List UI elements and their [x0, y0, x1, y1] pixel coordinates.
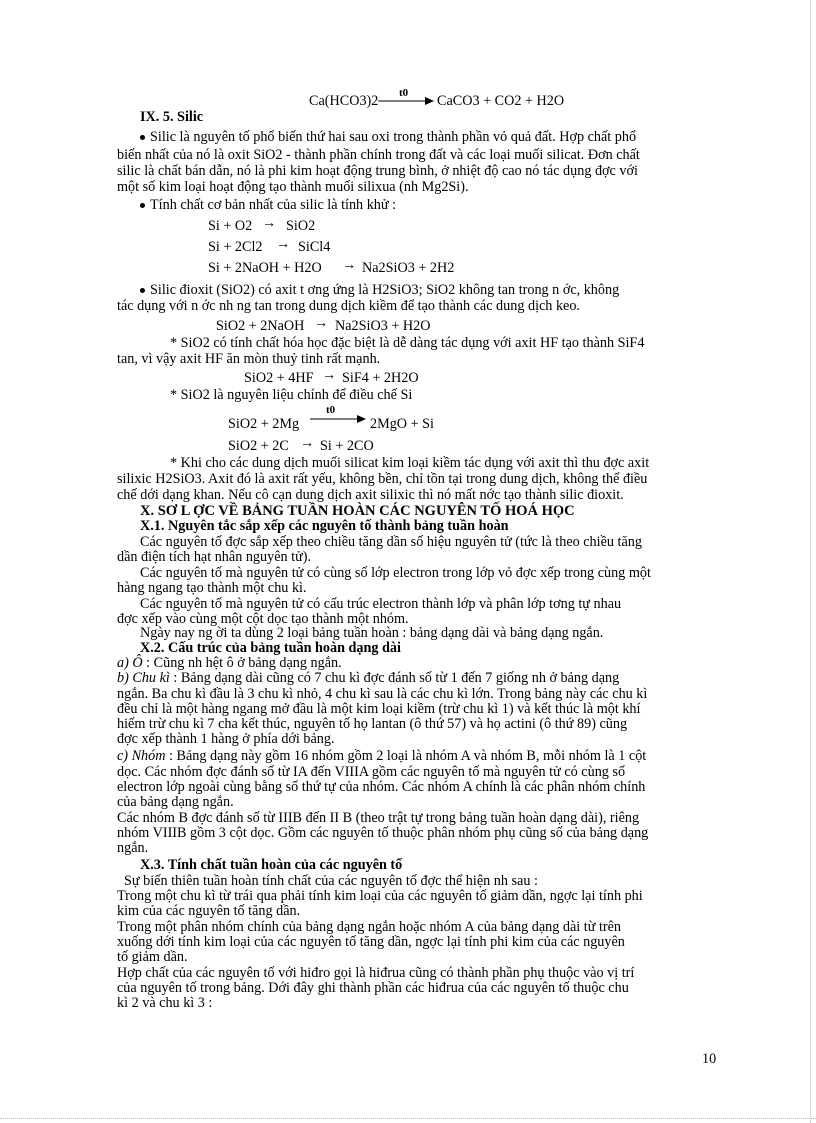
bullet-icon — [140, 203, 145, 208]
reaction-arrow-icon — [310, 414, 366, 424]
paragraph-line: tố giảm dần. — [117, 949, 188, 965]
equation-left: SiO2 + 2Mg — [228, 416, 300, 432]
equation-left: Si + 2Cl2 — [208, 239, 263, 255]
paragraph-line: ngắn. Ba chu kì đầu là 3 chu kì nhỏ, 4 chu kì sau là các chu kì lớn. Trong bảng này các chu kì — [117, 686, 648, 702]
equation-left: Ca(HCO3)2 — [309, 93, 379, 109]
paragraph-line: của nguyên tố trong bảng. Dới đây ghi thành phần các hiđrua của các nguyên tố thuộc chu — [117, 980, 629, 996]
arrow-icon: → — [322, 367, 337, 383]
item-label: b) Chu kì — [117, 670, 170, 686]
paragraph-line: silixic H2SiO3. Axit đó là axit rất yếu, không bền, chỉ tồn tại trong dung dịch, không thể điều — [117, 471, 648, 487]
paragraph-line: chế dới dạng khan. Nếu cô cạn dung dịch axit silixic thì nó mất nớc tạo thành silic đioxit. — [117, 487, 624, 503]
paragraph-line: Các nguyên tố mà nguyên tử có cấu trúc electron thành lớp và phân lớp tơng tự nhau — [140, 596, 622, 612]
chapter-title: X. SƠ L ỢC VỀ BẢNG TUẦN HOÀN CÁC NGUYÊN TỐ HOÁ HỌC — [140, 503, 575, 519]
paragraph-line: * Khi cho các dung dịch muối silicat kim loại kiềm tác dụng với axit thì thu đợc axit — [170, 455, 650, 471]
paragraph-line — [117, 749, 646, 764]
equation-right: Na2SiO3 + 2H2 — [362, 260, 455, 276]
paragraph-line — [140, 283, 619, 298]
paragraph-line: Trong một phân nhóm chính của bảng dạng ngắn hoặc nhóm A của bảng dạng dài từ trên — [117, 919, 622, 935]
paragraph-line: đợc xếp thành 1 hàng ở phía dới bảng. — [117, 731, 335, 747]
paragraph-line: * SiO2 là nguyên liệu chính để điều chế Si — [170, 387, 413, 403]
arrow-icon: → — [262, 215, 277, 231]
section-title-silic: IX. 5. Silic — [140, 109, 204, 125]
paragraph-line: * SiO2 có tính chất hóa học đặc biệt là dễ dàng tác dụng với axit HF tạo thành SiF4 — [170, 335, 645, 351]
paragraph-line — [117, 656, 342, 671]
paragraph-line: một số kim loại hoạt động tạo thành muối silixua (nh Mg2Si). — [117, 179, 469, 195]
equation-right: SiCl4 — [298, 239, 331, 255]
text: : Bảng dạng dài cũng có 7 chu kì đợc đánh số từ 1 đến 7 giống nh ở bảng dạng — [169, 670, 620, 686]
paragraph-line: hàng ngang tạo thành một chu kì. — [117, 580, 307, 596]
equation-right: CaCO3 + CO2 + H2O — [437, 93, 565, 109]
arrow-icon: → — [314, 315, 329, 331]
equation-left: Si + O2 — [208, 218, 253, 234]
equation-right: SiF4 + 2H2O — [342, 370, 419, 386]
equation-right: 2MgO + Si — [370, 416, 434, 432]
page-number: 10 — [702, 1051, 717, 1067]
bullet-icon — [140, 288, 145, 293]
equation-right: Si + 2CO — [320, 438, 374, 454]
item-label: c) Nhóm — [117, 748, 166, 764]
paragraph-line: xuống dới tính kim loại của các nguyên tố tăng dần, ngợc lại tính phi kim của các nguyên — [117, 934, 625, 950]
paragraph-line: Các nhóm B đợc đánh số từ IIIB đến II B (theo trật tự trong bảng tuần hoàn dạng dài), riêng — [117, 810, 640, 826]
paragraph-line: Trong một chu kì từ trái qua phải tính kim loại của các nguyên tố giảm dần, ngợc lại tính phi — [117, 888, 643, 904]
equation-calcium-bicarbonate — [309, 94, 378, 109]
arrow-icon: → — [276, 236, 291, 252]
reaction-condition: t0 — [326, 404, 336, 416]
reaction-condition: t0 — [399, 87, 409, 99]
subsection-title: X.1. Nguyên tắc sắp xếp các nguyên tố thành bảng tuần hoàn — [140, 518, 509, 534]
paragraph-line: hiếm trừ chu kì 7 cha kết thúc, nguyên tố họ lantan (ô thứ 57) và họ actini (ô thứ 89) cũng — [117, 716, 628, 732]
paragraph-line: electron lớp ngoài cùng bằng số thứ tự của nhóm. Các nhóm A chính là các phân nhóm chính — [117, 779, 646, 795]
paragraph-line: tan, vì vậy axit HF ăn mòn thuỷ tinh rất mạnh. — [117, 351, 381, 367]
text: Silic đioxit (SiO2) có axit t ơng ứng là H2SiO3; SiO2 không tan trong n ớc, không — [150, 282, 620, 298]
paragraph-line — [140, 198, 396, 213]
text: : Cũng nh hệt ô ở bảng dạng ngắn. — [142, 655, 342, 671]
page-border-right — [810, 0, 811, 1123]
reaction-arrow-icon — [378, 96, 434, 106]
equation-left: SiO2 + 4HF — [244, 370, 314, 386]
equation-right: Na2SiO3 + H2O — [335, 318, 431, 334]
paragraph-line: silic là chất bán dẫn, nó là phi kim hoạt động trung bình, ở nhiệt độ cao nó tác dụng đợc với — [117, 163, 638, 179]
paragraph-line: kì 2 và chu kì 3 : — [117, 995, 213, 1011]
paragraph-line: tác dụng với n ớc nh ng tan trong dung dịch kiềm để tạo thành các dung dịch keo. — [117, 298, 580, 314]
paragraph-line: biến nhất của nó là oxit SiO2 - thành phần chính trong đất và các loại muối silicat. Đơn chất — [117, 147, 640, 163]
paragraph-line: Sự biến thiên tuần hoàn tính chất của các nguyên tố đợc thể hiện nh sau : — [124, 873, 538, 889]
paragraph-line: Các nguyên tố đợc sắp xếp theo chiều tăng dần số hiệu nguyên tử (tức là theo chiều tăng — [140, 534, 642, 550]
equation-left: Si + 2NaOH + H2O — [208, 260, 322, 276]
arrow-icon: → — [342, 257, 357, 273]
paragraph-line: đều chỉ là một hàng ngang mở đầu là một kim loại kiềm (trừ chu kì 1) và kết thúc là một khí — [117, 701, 641, 717]
text: Tính chất cơ bản nhất của silic là tính khử : — [150, 197, 397, 213]
text: : Bảng dạng này gồm 16 nhóm gồm 2 loại là nhóm A và nhóm B, mỗi nhóm là 1 cột — [165, 748, 647, 764]
paragraph-line: nhóm VIIIB gồm 3 cột dọc. Gồm các nguyên tố thuộc phân nhóm phụ cũng số của bảng dạng — [117, 825, 649, 841]
paragraph-line: Hợp chất của các nguyên tố với hiđro gọi là hiđrua cũng có thành phần phụ thuộc vào vị trí — [117, 965, 635, 981]
item-label: a) Ô — [117, 655, 143, 671]
paragraph-line: ngắn. — [117, 840, 149, 856]
arrow-icon: → — [300, 435, 315, 451]
subsection-title: X.3. Tính chất tuần hoàn của các nguyên tố — [140, 857, 403, 873]
bullet-icon — [140, 135, 145, 140]
subsection-title: X.2. Cấu trúc của bảng tuần hoàn dạng dài — [140, 640, 401, 656]
paragraph-line: Các nguyên tố mà nguyên tử có cùng số lớp electron trong lớp vỏ đợc xếp trong cùng một — [140, 565, 651, 581]
paragraph-line: của bảng dạng ngắn. — [117, 794, 234, 810]
paragraph-line — [140, 130, 636, 145]
paragraph-line: Ngày nay ng ời ta dùng 2 loại bảng tuần hoàn : bảng dạng dài và bảng dạng ngắn. — [140, 625, 604, 641]
page-border-bottom — [0, 1118, 816, 1119]
paragraph-line: dọc. Các nhóm đợc đánh số từ IA đến VIIIA gồm các nguyên tố mà nguyên tử có cùng số — [117, 764, 626, 780]
paragraph-line — [117, 671, 619, 686]
paragraph-line: đợc xếp vào cùng một cột dọc tạo thành một nhóm. — [117, 611, 409, 627]
paragraph-line: dần điện tích hạt nhân nguyên tử). — [117, 549, 312, 565]
equation-left: SiO2 + 2C — [228, 438, 289, 454]
equation-right: SiO2 — [286, 218, 316, 234]
equation-left: SiO2 + 2NaOH — [216, 318, 305, 334]
paragraph-line: kim của các nguyên tố tăng dần. — [117, 903, 301, 919]
text: Silic là nguyên tố phổ biến thứ hai sau oxi trong thành phần vỏ quả đất. Hợp chất phổ — [150, 129, 637, 145]
